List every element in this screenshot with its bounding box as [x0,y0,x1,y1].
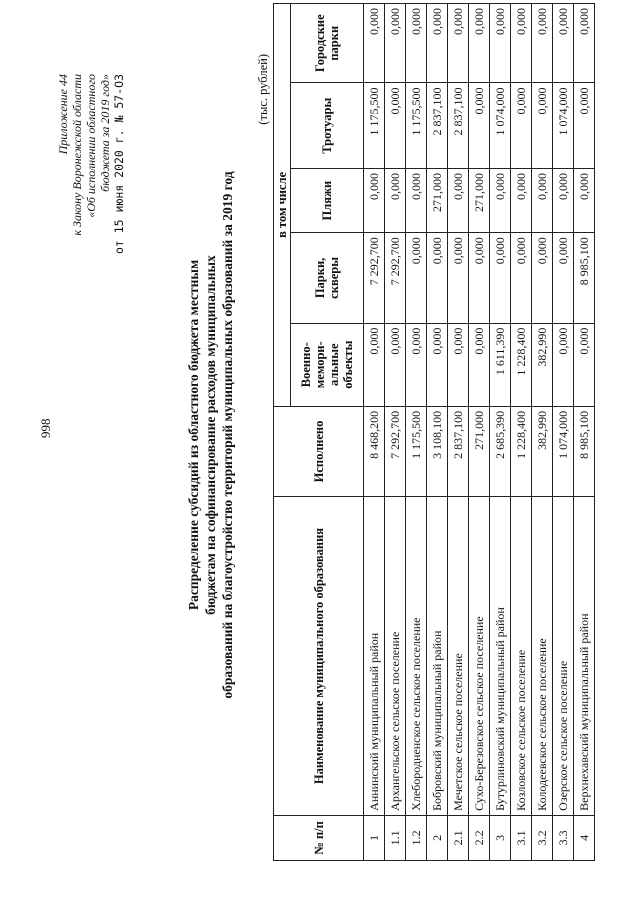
cell-beaches: 0,000 [385,169,406,233]
cell-sidewalks: 0,000 [511,83,532,169]
cell-sidewalks: 0,000 [385,83,406,169]
header-city-parks: Городские парки [291,4,364,83]
appendix-line: «Об исполнении областного [84,74,98,218]
cell-city-parks: 0,000 [532,4,553,83]
cell-parks: 0,000 [406,233,427,323]
cell-sidewalks: 1 175,500 [406,83,427,169]
cell-parks: 7 292,700 [364,233,385,323]
cell-city-parks: 0,000 [553,4,574,83]
appendix-line: Приложение 44 [56,74,70,155]
cell-executed: 1 228,400 [511,406,532,496]
cell-name: Архангельское сельское поселение [385,497,406,816]
header-sidewalks: Тротуары [291,83,364,169]
appendix-note [56,74,126,254]
cell-military: 0,000 [385,323,406,406]
header-parks: Парки, скверы [291,233,364,323]
cell-military: 1 611,390 [490,323,511,406]
table-row [427,4,448,861]
cell-sidewalks: 0,000 [574,83,595,169]
cell-num: 2.2 [469,815,490,860]
cell-num: 2 [427,815,448,860]
cell-beaches: 271,000 [427,169,448,233]
cell-num: 3.3 [553,815,574,860]
cell-name: Мечетское сельское поселение [448,497,469,816]
cell-parks: 0,000 [511,233,532,323]
cell-sidewalks: 2 837,100 [448,83,469,169]
cell-parks: 7 292,700 [385,233,406,323]
cell-parks: 0,000 [553,233,574,323]
cell-executed: 8 985,100 [574,406,595,496]
cell-city-parks: 0,000 [406,4,427,83]
cell-city-parks: 0,000 [427,4,448,83]
cell-city-parks: 0,000 [364,4,385,83]
cell-executed: 3 108,100 [427,406,448,496]
header-name: Наименование муниципального образования [274,497,364,816]
cell-city-parks: 0,000 [385,4,406,83]
header-executed: Исполнено [274,406,364,496]
cell-beaches: 0,000 [553,169,574,233]
header-num: № п/п [274,815,364,860]
cell-city-parks: 0,000 [448,4,469,83]
table-row [553,4,574,861]
cell-sidewalks: 0,000 [532,83,553,169]
cell-beaches: 0,000 [490,169,511,233]
cell-military: 382,990 [532,323,553,406]
cell-military: 0,000 [427,323,448,406]
cell-city-parks: 0,000 [469,4,490,83]
cell-beaches: 0,000 [511,169,532,233]
cell-military: 0,000 [469,323,490,406]
cell-parks: 0,000 [469,233,490,323]
cell-num: 1.1 [385,815,406,860]
title-line: Распределение субсидий из областного бюджета местным [186,259,201,611]
table-row [385,4,406,861]
cell-military: 0,000 [448,323,469,406]
cell-sidewalks: 1 074,000 [490,83,511,169]
cell-military: 0,000 [364,323,385,406]
cell-executed: 382,990 [532,406,553,496]
cell-name: Верхнехавский муниципальный район [574,497,595,816]
cell-name: Хлебородненское сельское поселение [406,497,427,816]
header-beaches: Пляжи [291,169,364,233]
cell-name: Козловское сельское поселение [511,497,532,816]
cell-city-parks: 0,000 [574,4,595,83]
cell-executed: 2 685,390 [490,406,511,496]
cell-military: 0,000 [406,323,427,406]
cell-beaches: 0,000 [448,169,469,233]
table-row [490,4,511,861]
table-row [448,4,469,861]
cell-beaches: 0,000 [406,169,427,233]
title-line: бюджетам на софинансирование расходов муниципальных [203,255,218,615]
cell-num: 1.2 [406,815,427,860]
cell-parks: 0,000 [490,233,511,323]
table-row [406,4,427,861]
cell-executed: 2 837,100 [448,406,469,496]
cell-military: 1 228,400 [511,323,532,406]
appendix-line: к Закону Воронежской области [70,74,84,236]
cell-name: Колодеевское сельское поселение [532,497,553,816]
cell-beaches: 0,000 [574,169,595,233]
cell-num: 2.1 [448,815,469,860]
cell-sidewalks: 0,000 [469,83,490,169]
cell-sidewalks: 1 175,500 [364,83,385,169]
cell-name: Озерское сельское поселение [553,497,574,816]
cell-name: Сухо-Березовское сельское поселение [469,497,490,816]
cell-military: 0,000 [553,323,574,406]
cell-beaches: 271,000 [469,169,490,233]
cell-military: 0,000 [574,323,595,406]
table-row [511,4,532,861]
table-body [364,4,595,861]
title-line: образований на благоустройство территорий муниципальных образований за 2019 год [220,171,235,699]
cell-executed: 1 175,500 [406,406,427,496]
page-number: 998 [38,418,53,438]
subsidy-table [273,3,595,861]
cell-executed: 8 468,200 [364,406,385,496]
table-row [574,4,595,861]
appendix-line: бюджета за 2019 год» [98,74,112,192]
table-row [532,4,553,861]
cell-parks: 0,000 [427,233,448,323]
cell-num: 1 [364,815,385,860]
cell-name: Бутурлиновский муниципальный район [490,497,511,816]
cell-executed: 271,000 [469,406,490,496]
cell-num: 3.2 [532,815,553,860]
cell-parks: 0,000 [448,233,469,323]
cell-num: 3 [490,815,511,860]
appendix-date: от 15 июня 2020 г. № 57-ОЗ [112,74,126,255]
cell-beaches: 0,000 [364,169,385,233]
cell-beaches: 0,000 [532,169,553,233]
document-title [185,155,236,715]
table-row [469,4,490,861]
cell-city-parks: 0,000 [490,4,511,83]
cell-name: Аннинский муниципальный район [364,497,385,816]
cell-parks: 8 985,100 [574,233,595,323]
units-label: (тыс. рублей) [256,54,270,125]
cell-executed: 7 292,700 [385,406,406,496]
cell-executed: 1 074,000 [553,406,574,496]
cell-sidewalks: 1 074,000 [553,83,574,169]
header-including: в том числе [274,4,291,407]
cell-sidewalks: 2 837,100 [427,83,448,169]
cell-parks: 0,000 [532,233,553,323]
table-row [364,4,385,861]
cell-name: Бобровский муниципальный район [427,497,448,816]
cell-num: 3.1 [511,815,532,860]
header-military: Военно-мемори-альные объекты [291,323,364,406]
cell-city-parks: 0,000 [511,4,532,83]
cell-num: 4 [574,815,595,860]
